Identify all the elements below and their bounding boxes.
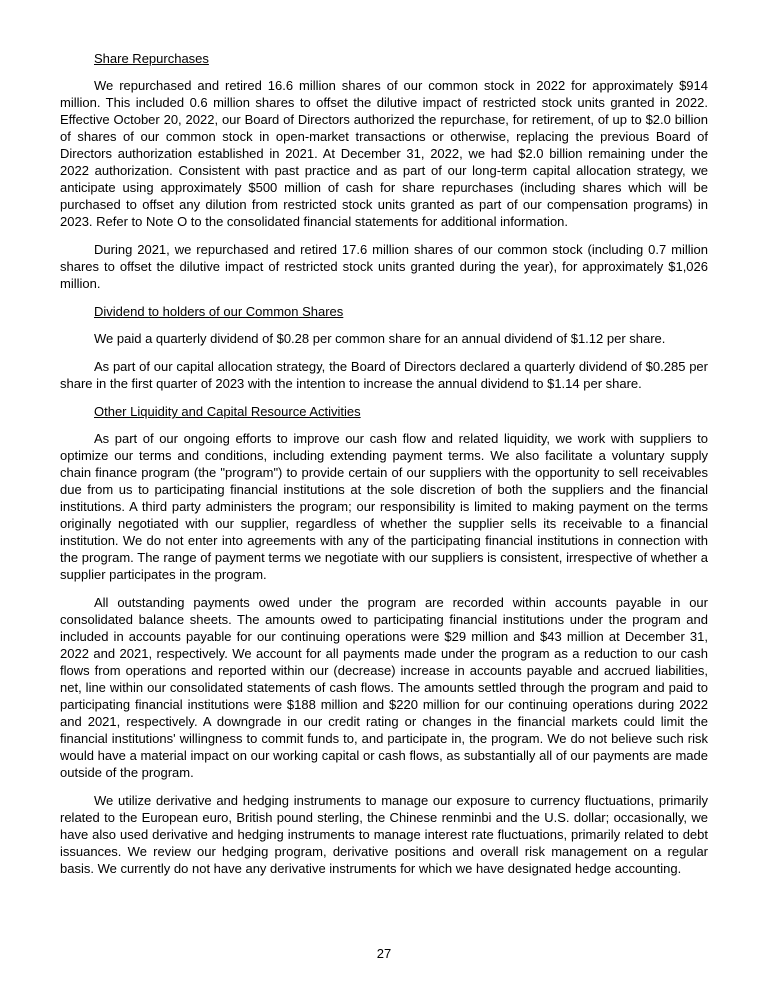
paragraph: We repurchased and retired 16.6 million shares of our common stock in 2022 for approximately $914 million. This included 0.6 million shares to offset the dilutive impact of restricted stock units granted in 2022. Effective October 20, 2022, our Board of Directors authorized the repurchase, for retirement, of up to $2.0 billion of shares of our common stock in open-market transactions or otherwise, replacing the previous Board of Directors authorization established in 2021. At December 31, 2022, we had $2.0 billion remaining under the 2022 authorization. Consistent with past practice and as part of our long-term capital allocation strategy, we anticipate using approximately $500 million of cash for share repurchases (including shares which will be purchased to offset any dilution from restricted stock units granted as part of our compensation programs) in 2023. Refer to Note O to the consolidated financial statements for additional information. bbox=[60, 78, 708, 229]
section-other-liquidity bbox=[60, 403, 708, 877]
page-number: 27 bbox=[376, 946, 392, 961]
paragraph: As part of our capital allocation strategy, the Board of Directors declared a quarterly dividend of $0.285 per share in the first quarter of 2023 with the intention to increase the annual dividend to $1.14 per share. bbox=[60, 359, 708, 391]
section-heading: Dividend to holders of our Common Shares bbox=[94, 304, 344, 319]
paragraph: We paid a quarterly dividend of $0.28 per common share for an annual dividend of $1.12 per share. bbox=[94, 331, 666, 346]
section-heading: Share Repurchases bbox=[94, 51, 209, 66]
paragraph: As part of our ongoing efforts to improve our cash flow and related liquidity, we work with suppliers to optimize our terms and conditions, including extending payment terms. We also facilitate a voluntary supply chain finance program (the "program") to provide certain of our suppliers with the opportunity to sell receivables due from us to participating financial institutions at the sole discretion of both the suppliers and the financial institutions. A third party administers the program; our responsibility is limited to making payment on the terms originally negotiated with our supplier, regardless of whether the supplier sells its receivable to a financial institution. We do not enter into agreements with any of the participating financial institutions in connection with the program. The range of payment terms we negotiate with our suppliers is consistent, irrespective of whether a supplier participates in the program. bbox=[60, 431, 708, 582]
section-share-repurchases bbox=[60, 50, 708, 292]
section-dividend bbox=[60, 303, 708, 392]
paragraph: During 2021, we repurchased and retired 17.6 million shares of our common stock (including 0.7 million shares to offset the dilutive impact of restricted stock units granted during the year), for approximately $1,026 million. bbox=[60, 242, 708, 291]
paragraph: All outstanding payments owed under the program are recorded within accounts payable in our consolidated balance sheets. The amounts owed to participating financial institutions under the program and included in accounts payable for our continuing operations were $29 million and $43 million at December 31, 2022 and 2021, respectively. We account for all payments made under the program as a reduction to our cash flows from operations and reported within our (decrease) increase in accounts payable and accrued liabilities, net, line within our consolidated statements of cash flows. The amounts settled through the program and paid to participating financial institutions were $188 million and $220 million for our continuing operations during 2022 and 2021, respectively. A downgrade in our credit rating or changes in the financial markets could limit the financial institutions' willingness to commit funds to, and participate in, the program. We do not believe such risk would have a material impact on our working capital or cash flows, as substantially all of our payments are made outside of the program. bbox=[60, 595, 708, 780]
paragraph: We utilize derivative and hedging instruments to manage our exposure to currency fluctuations, primarily related to the European euro, British pound sterling, the Chinese renminbi and the U.S. dollar; occasionally, we have also used derivative and hedging instruments to manage interest rate fluctuations, primarily related to debt issuances. We review our hedging program, derivative positions and overall risk management on a regular basis. We currently do not have any derivative instruments for which we have designated hedge accounting. bbox=[60, 793, 708, 876]
section-heading: Other Liquidity and Capital Resource Activities bbox=[94, 404, 361, 419]
